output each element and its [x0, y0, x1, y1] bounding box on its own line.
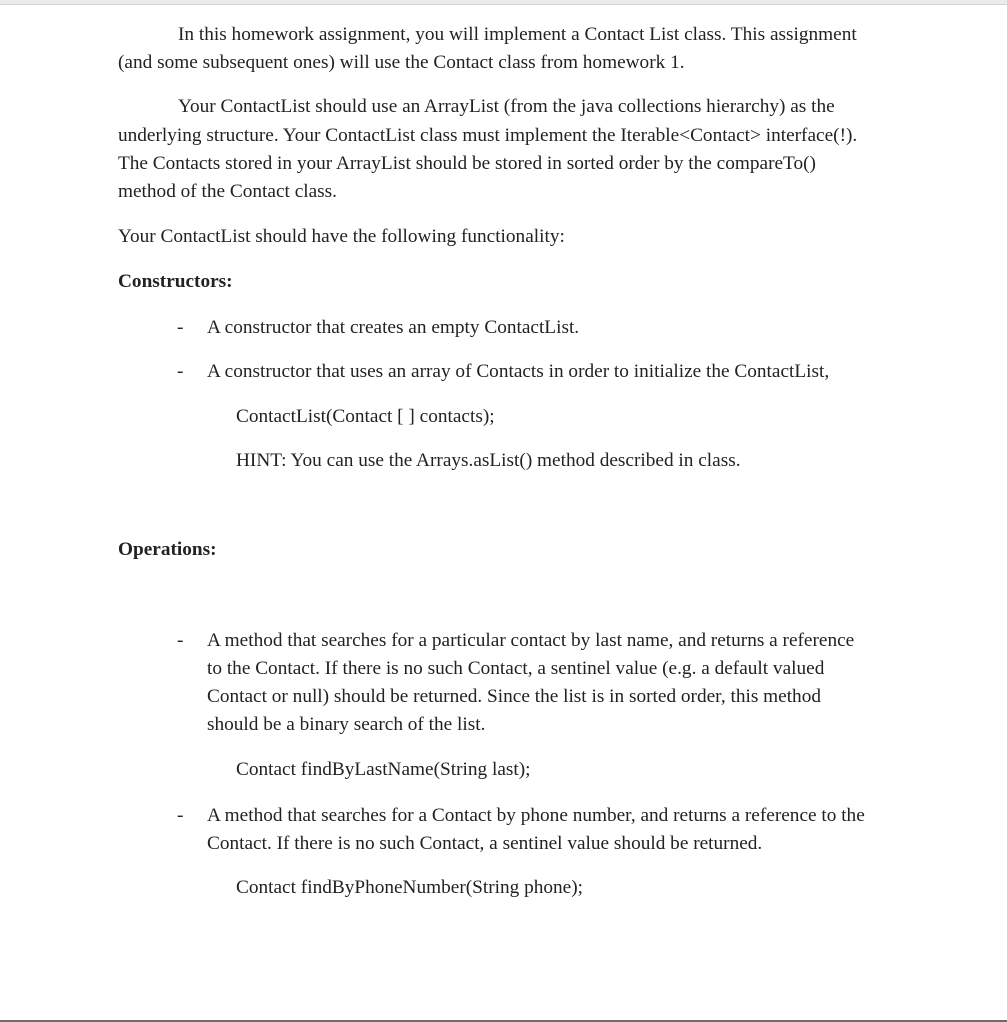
operations-heading: Operations: — [118, 539, 217, 560]
text-line: Contact. If there is no such Contact, a sentinel value should be returned. — [207, 833, 763, 854]
text-line: to the Contact. If there is no such Contact, a sentinel value (e.g. a default valued — [207, 658, 825, 679]
method-signature: Contact findByLastName(String last); — [236, 759, 531, 780]
text-line: should be a binary search of the list. — [207, 714, 486, 735]
text-line: Your ContactList should use an ArrayList (from the java collections hierarchy) as the — [178, 96, 835, 117]
bullet-dash: - — [177, 317, 184, 338]
page-top-border — [0, 0, 1007, 5]
text-line: A method that searches for a Contact by phone number, and returns a reference to the — [207, 805, 865, 826]
constructors-heading: Constructors: — [118, 271, 233, 292]
hint-text: HINT: You can use the Arrays.asList() method described in class. — [236, 450, 741, 471]
bullet-dash: - — [177, 805, 184, 826]
text-line: (and some subsequent ones) will use the Contact class from homework 1. — [118, 52, 685, 73]
text-line: A constructor that creates an empty ContactList. — [207, 317, 580, 338]
method-signature: Contact findByPhoneNumber(String phone); — [236, 877, 584, 898]
text-line: In this homework assignment, you will implement a Contact List class. This assignment — [178, 24, 857, 45]
bullet-dash: - — [177, 361, 184, 382]
text-line: The Contacts stored in your ArrayList should be stored in sorted order by the compareTo() — [118, 153, 816, 174]
text-line: A constructor that uses an array of Contacts in order to initialize the ContactList, — [207, 361, 830, 382]
text-line: A method that searches for a particular contact by last name, and returns a reference — [207, 630, 855, 651]
text-line: method of the Contact class. — [118, 181, 338, 202]
constructor-signature: ContactList(Contact [ ] contacts); — [236, 406, 495, 427]
text-line: Contact or null) should be returned. Since the list is in sorted order, this method — [207, 686, 821, 707]
text-line: underlying structure. Your ContactList class must implement the Iterable<Contact> interface(!). — [118, 125, 858, 146]
functionality-intro: Your ContactList should have the following functionality: — [118, 226, 565, 247]
bullet-dash: - — [177, 630, 184, 651]
